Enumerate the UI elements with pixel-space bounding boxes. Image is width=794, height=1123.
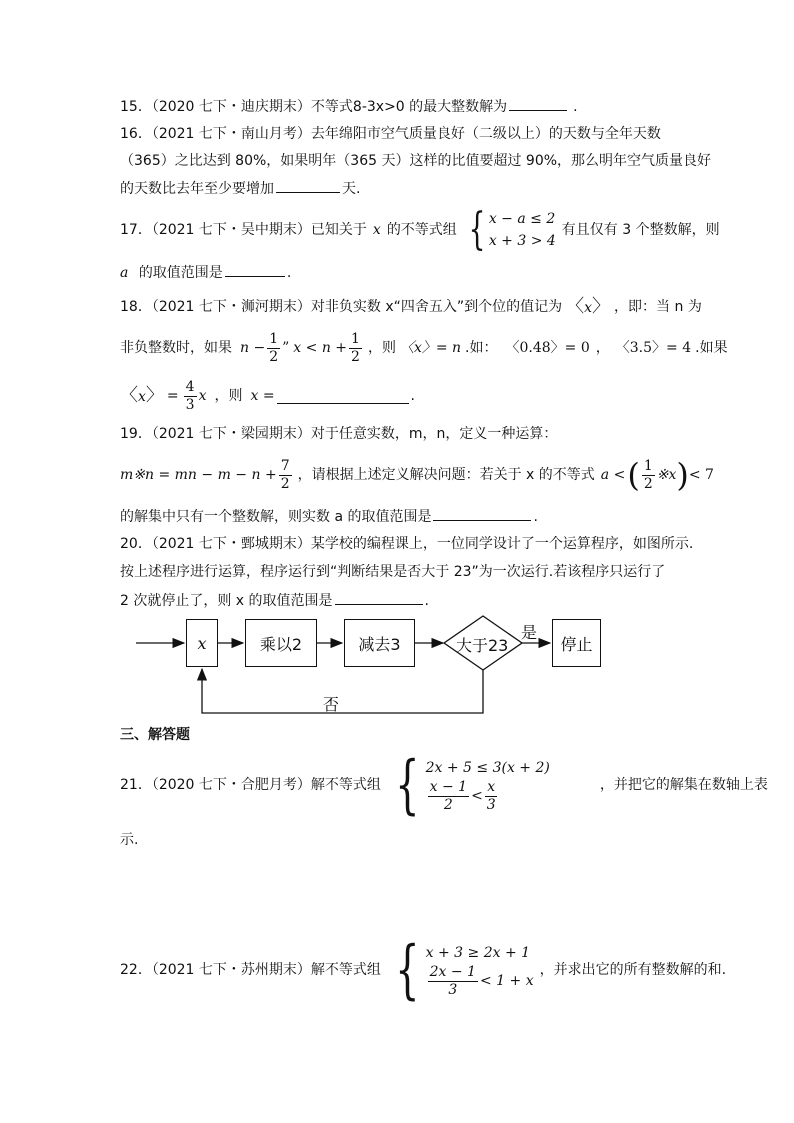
question-20-line-3: 2 次就停止了，则 x 的取值范围是 . [120,590,429,611]
question-18-line-3: 〈x〉 = $\frac{4}{3}$ x ，则 x = . [120,378,415,413]
q19-one-half: $\frac{1}{2}$ [643,457,653,492]
q19-seven-halves: $\frac{7}{2}$ [280,457,290,492]
section-heading: 三、解答题 [120,727,190,743]
q17-inequality-system: { x − a ≤ 2 x + 3 > 4 [468,204,556,255]
question-17: 17．（2021 七下・吴中期末）已知关于 x 的不等式组 { x − a ≤ 2 x + 3 > 4 有且仅有 3 个整数解，则 [120,204,720,255]
right-paren-icon: ) [676,456,689,494]
question-19-line-3: 的解集中只有一个整数解，则实数 a 的取值范围是 . [120,506,538,527]
question-18-line-2: 非负整数时，如果 n − $\frac{1}{2}$ ” x < n + $\frac{1}{2}$ ，则 〈x〉= n .如： 〈0.48〉= 0 ， 〈3.5〉= 4 .如果 [120,330,728,365]
question-17-line-2: a 的取值范围是 . [120,262,291,283]
q15-source: （2020 七下・迪庆期末） [151,99,311,115]
question-15: 15．（2020 七下・迪庆期末）不等式8-3x>0 的最大整数解为 . [120,96,578,117]
flow-arrow-no-loop [202,669,483,713]
flow-subtract-box: 减去3 [344,619,415,667]
q22-inequality-system: { x + 3 ≥ 2x + 1 $\frac{2x - 1}{3}$ < 1 + x [395,933,534,1007]
q15-text-2: 的最大整数解为 [409,99,508,115]
q15-text: 不等式 [310,99,353,115]
question-19-line-1: 19．（2021 七下・梁园期末）对于任意实数，m，n，定义一种运算： [120,426,558,442]
q18-round-notation: 〈x〉 [566,295,611,317]
question-22: 22．（2021 七下・苏州期末）解不等式组 { x + 3 ≥ 2x + 1 $\frac{2x - 1}{3}$ < 1 + x ，并求出它的所有整数解的和. [120,933,727,1007]
brace-icon: { [468,204,486,255]
q18-four-thirds: $\frac{4}{3}$ [185,378,195,413]
flow-stop-box: 停止 [552,619,601,667]
question-18-line-1: 18．（2021 七下・浉河期末）对非负实数 x“四舍五入”到个位的值记为 〈x〉 ，即：当 n 为 [120,295,702,317]
flow-decision-label: 大于23 [456,636,509,655]
flow-no-label: 否 [323,695,340,714]
question-20-line-1: 20．（2021 七下・鄄城期末）某学校的编程课上，一位同学设计了一个运算程序，如图所示. [120,536,694,552]
question-16-line-2: （365）之比达到 80%，如果明年（365 天）这样的比值要超过 90%，那么明年空气质量良好 [120,153,712,169]
question-16-line-1: 16．（2021 七下・南山月考）去年绵阳市空气质量良好（二级以上）的天数与全年天数 [120,126,661,142]
question-20-line-2: 按上述程序进行运算，程序运行到“判断结果是否大于 23”为一次运行.若该程序只运行了 [120,564,666,580]
question-19-line-2: m※n = mn − m − n + $\frac{7}{2}$ ，请根据上述定义解决问题：若关于 x 的不等式 a < ( $\frac{1}{2}$ ※x ) < 7 [120,456,714,494]
flow-multiply-box: 乘以2 [245,619,317,667]
q15-inequality: 8-3x>0 [352,99,405,115]
question-16-line-3: 的天数比去年至少要增加 天. [120,178,360,199]
left-paren-icon: ( [627,456,640,494]
question-21: 21．（2020 七下・合肥月考）解不等式组 { 2x + 5 ≤ 3(x + 2) $\frac{x - 1}{2}$ < $\frac{x}{3}$ ，并把它的解集在数轴上表 [120,748,768,822]
question-21-line-2: 示. [120,832,139,848]
flow-yes-label: 是 [521,623,538,642]
brace-icon: { [395,933,420,1007]
brace-icon: { [395,748,420,822]
q18-half-fraction-2: $\frac{1}{2}$ [351,330,360,365]
flow-input-box: x [186,619,218,667]
q21-inequality-system: { 2x + 5 ≤ 3(x + 2) $\frac{x - 1}{2}$ < $\frac{x}{3}$ [395,748,550,822]
q15-number: 15． [120,99,152,115]
q18-half-fraction: $\frac{1}{2}$ [269,330,279,365]
